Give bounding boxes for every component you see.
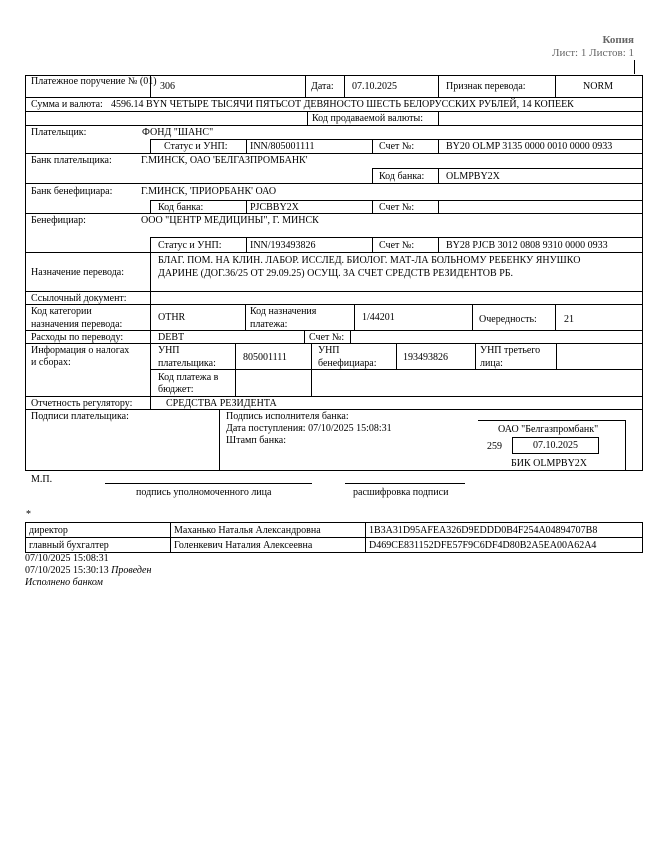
- log-line-2: [25, 565, 151, 577]
- category-label-line-1: Код категории: [31, 306, 92, 317]
- divider: [372, 200, 373, 213]
- beneficiary-bank-name: Г.МИНСК, 'ПРИОРБАНК' ОАО: [141, 186, 277, 197]
- divider: [25, 409, 643, 410]
- bank-stamp-label: Штамп банка:: [226, 435, 286, 446]
- signer-name: Голенкевич Наталия Алексеевна: [171, 538, 366, 553]
- amount-label: Сумма и валюта:: [31, 99, 103, 110]
- beneficiary-label: Бенефициар:: [31, 215, 86, 226]
- payer-unp-label-line-1: УНП: [158, 345, 180, 356]
- divider: [372, 168, 373, 183]
- digital-signatures-table: [25, 522, 643, 553]
- divider: [150, 237, 151, 252]
- log-status: Проведен: [111, 565, 152, 576]
- stamp-date: 07.10.2025: [512, 437, 599, 454]
- divider: [438, 200, 439, 213]
- copy-label: Копия: [602, 34, 634, 46]
- divider: [344, 75, 345, 97]
- stamp-bank-name: ОАО "Белгазпромбанк": [498, 424, 599, 435]
- divider: [304, 330, 305, 343]
- taxes-label-line-2: и сборах:: [31, 357, 71, 368]
- payer-bank-code: OLMPBY2X: [446, 171, 500, 182]
- divider: [25, 396, 643, 397]
- beneficiary-account-label: Счет №:: [379, 240, 415, 251]
- signature-hash: 1B3A31D95AFEA326D9EDDD0B4F254A04894707B8: [366, 523, 643, 538]
- divider: [555, 304, 556, 330]
- priority-value: 21: [564, 314, 574, 325]
- sheet-info: Лист: 1 Листов: 1: [552, 47, 634, 59]
- divider: [25, 125, 643, 126]
- payer-unp: 805001111: [243, 352, 287, 363]
- divider: [25, 153, 643, 154]
- divider: [25, 304, 643, 305]
- signature-decoding-line: [345, 483, 465, 484]
- sold-currency-label: Код продаваемой валюты:: [312, 113, 424, 124]
- header-tick-mark: [634, 60, 635, 74]
- divider: [150, 237, 643, 238]
- purpose-code: 1/44201: [362, 312, 395, 323]
- signer-name: Маханько Наталья Александровна: [171, 523, 366, 538]
- divider: [354, 304, 355, 330]
- regulator-label: Отчетность регулятору:: [31, 398, 133, 409]
- beneficiary-unp-label-line-1: УНП: [318, 345, 340, 356]
- beneficiary-status-unp: INN/193493826: [250, 240, 316, 251]
- divider: [556, 343, 557, 369]
- stamp-bic: БИК OLMPBY2X: [511, 458, 588, 469]
- payer-name: ФОНД "ШАНС": [142, 127, 214, 138]
- divider: [438, 75, 439, 97]
- divider: [25, 291, 643, 292]
- date-label: Дата:: [311, 81, 334, 92]
- divider: [25, 213, 643, 214]
- purpose-line-1: БЛАГ. ПОМ. НА КЛИН. ЛАБОР. ИССЛЕД. БИОЛОГ. МАТ-ЛА БОЛЬНОМУ РЕБЕНКУ ЯНУШКО: [158, 255, 581, 266]
- divider: [25, 183, 643, 184]
- divider: [311, 343, 312, 396]
- budget-code-label-line-1: Код платежа в: [158, 372, 219, 383]
- expenses-label: Расходы по переводу:: [31, 332, 124, 343]
- divider: [25, 330, 643, 331]
- log-line-1: 07/10/2025 15:08:31: [25, 553, 109, 564]
- beneficiary-unp-label-line-2: бенефициара:: [318, 358, 377, 369]
- divider: [246, 237, 247, 252]
- log-time: 07/10/2025 15:30:13: [25, 565, 109, 576]
- divider: [25, 252, 643, 253]
- divider: [246, 200, 247, 213]
- divider: [235, 343, 236, 396]
- order-number: 306: [160, 81, 175, 92]
- purpose-code-label-line-2: платежа:: [250, 319, 288, 330]
- beneficiary-name: ООО "ЦЕНТР МЕДИЦИНЫ", Г. МИНСК: [141, 215, 319, 226]
- executed-status: Исполнено банком: [25, 577, 103, 588]
- signature-decoding-caption: расшифровка подписи: [353, 487, 449, 498]
- amount-value: 4596.14 BYN ЧЕТЫРЕ ТЫСЯЧИ ПЯТЬСОТ ДЕВЯНОСТО ШЕСТЬ БЕЛОРУССКИХ РУБЛЕЙ, 14 КОПЕЕК: [111, 99, 574, 110]
- taxes-label-line-1: Информация о налогах: [31, 345, 130, 356]
- seal-place-label: М.П.: [31, 474, 53, 485]
- divider: [25, 111, 643, 112]
- payer-unp-label-line-2: плательщика:: [158, 358, 216, 369]
- category-label-line-2: назначения перевода:: [31, 319, 123, 330]
- payer-bank-name: Г.МИНСК, ОАО 'БЕЛГАЗПРОМБАНК': [141, 155, 308, 166]
- divider: [438, 111, 439, 125]
- payer-label: Плательщик:: [31, 127, 87, 138]
- log-line-3: [25, 577, 103, 589]
- divider: [438, 168, 439, 183]
- purpose-code-label-line-1: Код назначения: [250, 306, 317, 317]
- budget-code-label-line-2: бюджет:: [158, 384, 194, 395]
- order-date: 07.10.2025: [352, 81, 397, 92]
- signature-hash: D469CE831152DFE57F9C6DF4D80B2A5EA00A62A4: [366, 538, 643, 553]
- payer-status-unp: INN/805001111: [250, 141, 315, 152]
- priority-label: Очередность:: [479, 314, 537, 325]
- transfer-flag: NORM: [583, 81, 614, 92]
- divider: [438, 237, 439, 252]
- purpose-line-2: ДАРИНЕ (ДОГ.36/25 ОТ 29.09.25) ОСУЩ. ЗА СЧЕТ СРЕДСТВ РЕЗИДЕНТОВ РБ.: [158, 268, 513, 279]
- asterisk-mark: *: [26, 509, 31, 520]
- beneficiary-unp: 193493826: [403, 352, 448, 363]
- payer-signatures-label: Подписи плательщика:: [31, 411, 129, 422]
- divider: [396, 343, 397, 369]
- payer-account: BY20 OLMP 3135 0000 0010 0000 0933: [446, 141, 613, 152]
- transfer-flag-label: Признак перевода:: [446, 81, 526, 92]
- divider: [305, 75, 306, 97]
- divider: [150, 139, 643, 140]
- divider: [246, 139, 247, 153]
- payer-bank-code-label: Код банка:: [379, 171, 425, 182]
- bank-executor-signature-label: Подпись исполнителя банка:: [226, 411, 349, 422]
- divider: [219, 409, 220, 471]
- authorized-signature-line: [105, 483, 312, 484]
- divider: [150, 139, 151, 153]
- divider: [150, 343, 151, 409]
- beneficiary-bank-code: PJCBBY2X: [250, 202, 299, 213]
- beneficiary-bank-label: Банк бенефициара:: [31, 186, 113, 197]
- divider: [150, 200, 643, 201]
- divider: [472, 304, 473, 330]
- payer-bank-label: Банк плательщика:: [31, 155, 112, 166]
- signer-role: директор: [26, 523, 171, 538]
- divider: [307, 111, 308, 125]
- divider: [350, 330, 351, 343]
- divider: [555, 75, 556, 97]
- signer-role: главный бухгалтер: [26, 538, 171, 553]
- beneficiary-bank-account-label: Счет №:: [379, 202, 415, 213]
- divider: [372, 237, 373, 252]
- regulator-value: СРЕДСТВА РЕЗИДЕНТА: [166, 398, 277, 409]
- payer-account-label: Счет №:: [379, 141, 415, 152]
- third-party-unp-label-line-2: лица:: [480, 358, 503, 369]
- beneficiary-account: BY28 PJCB 3012 0808 9310 0000 0933: [446, 240, 608, 251]
- expenses-value: DEBT: [158, 332, 185, 343]
- reference-doc-label: Ссылочный документ:: [31, 293, 127, 304]
- divider: [372, 168, 643, 169]
- divider: [475, 343, 476, 369]
- divider: [372, 139, 373, 153]
- payer-status-label: Статус и УНП:: [164, 141, 228, 152]
- divider: [438, 139, 439, 153]
- order-title-line: Платежное поручение № (01): [31, 76, 157, 87]
- table-row: [26, 538, 643, 553]
- expenses-account-label: Счет №:: [309, 332, 345, 343]
- authorized-signature-caption: подпись уполномоченного лица: [136, 487, 272, 498]
- category-value: OTHR: [158, 312, 186, 323]
- divider: [150, 252, 151, 343]
- purpose-label: Назначение перевода:: [31, 267, 125, 278]
- receipt-date: Дата поступления: 07/10/2025 15:08:31: [226, 423, 392, 434]
- stamp-number: 259: [487, 441, 502, 452]
- beneficiary-bank-code-label: Код банка:: [158, 202, 204, 213]
- third-party-unp-label-line-1: УНП третьего: [480, 345, 541, 356]
- divider: [25, 343, 643, 344]
- divider: [25, 97, 643, 98]
- divider: [150, 369, 643, 370]
- table-row: [26, 523, 643, 538]
- divider: [245, 304, 246, 330]
- beneficiary-status-label: Статус и УНП:: [158, 240, 222, 251]
- divider: [150, 200, 151, 213]
